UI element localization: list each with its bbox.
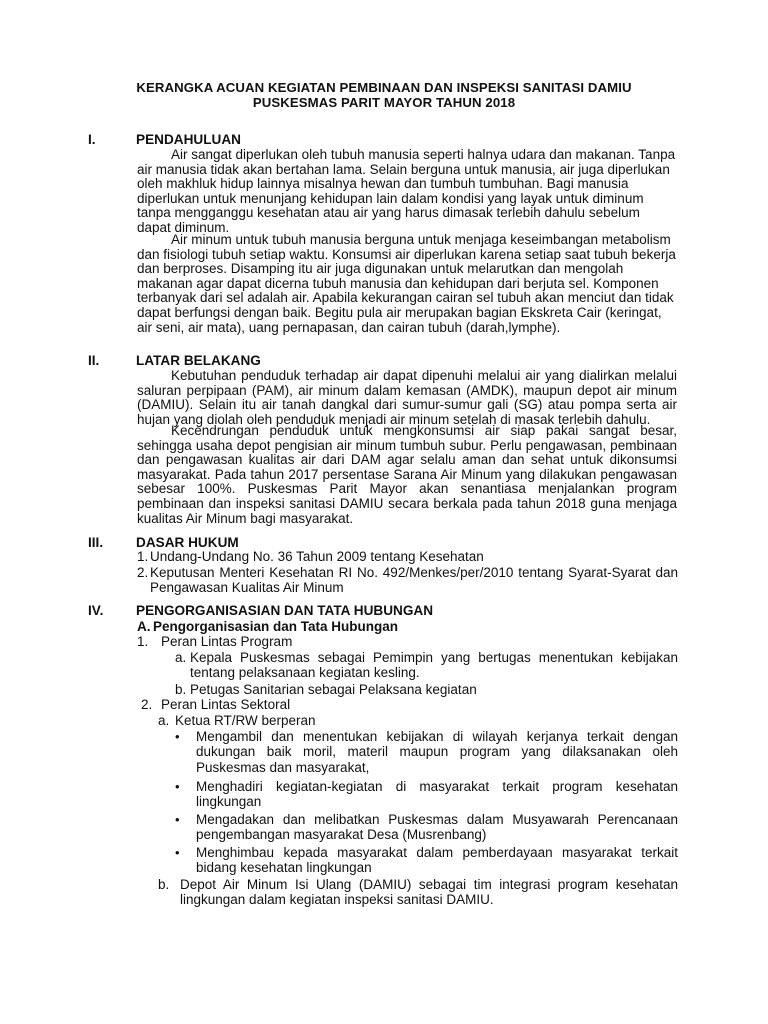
item-1b-letter: b. <box>175 682 187 697</box>
section-2-paragraph-2: Kecendrungan penduduk untuk mengkonsumsi air siap pakai sangat besar, sehingga usaha depot pengisian air minum tumbuh subur. Perlu pengawasan, pembinaan dan pengawasan kualitas air dari DAM agar selalu aman dan sehat untuk dikonsumsi masyarakat. Pada tahun 2017 persentase Sarana Air Minum yang dilakukan pengawasan sebesar 100%. Puskesmas Parit Mayor akan senantiasa menjalankan program pembinaan dan inspeksi sanitasi DAMIU secara berkala pada tahun 2018 guna menjaga kualitas Air Minum bagi masyarakat. <box>137 423 677 526</box>
bullet-icon: • <box>175 779 180 794</box>
section-1-number: I. <box>88 132 96 147</box>
item-2b-letter: b. <box>158 877 170 892</box>
item-1b <box>175 682 678 698</box>
section-2-number: II. <box>88 353 100 368</box>
legal-basis-item-2 <box>137 565 678 597</box>
bullet-item-1-text: Mengambil dan menentukan kebijakan di wilayah kerjanya terkait dengan dukungan baik moril, materil maupun program yang dilaksanakan oleh Puskesmas dan masyarakat, <box>196 729 678 775</box>
section-1-paragraph-1: Air sangat diperlukan oleh tubuh manusia seperti halnya udara dan makanan. Tanpa air manusia tidak akan bertahan lama. Selain berguna untuk manusia, air juga diperlukan oleh makhluk hidup lainnya misalnya hewan dan tumbuh tumbuhan. Bagi manusia diperlukan untuk menunjang kehidupan lain dalam kondisi yang layak untuk diminum tanpa mengganggu kesehatan atau air yang harus dimasak terlebih dahulu sebelum dapat diminum. <box>137 147 676 235</box>
section-2-paragraph-1: Kebutuhan penduduk terhadap air dapat dipenuhi melalui air yang dialirkan melalui saluran perpipaan (PAM), air minum dalam kemasan (AMDK), maupun depot air minum (DAMIU). Selain itu air tanah dangkal dari sumur-sumur gali (SG) atau pompa serta air hujan yang diolah oleh penduduk menjadi air minum setelah di masak terlebih dahulu. <box>137 368 677 427</box>
subsection-a <box>137 619 678 635</box>
item-2b <box>158 877 678 909</box>
bullet-item-1 <box>175 729 678 777</box>
section-1-paragraph-2: Air minum untuk tubuh manusia berguna untuk menjaga keseimbangan metabolism dan fisiologi tubuh setiap waktu. Konsumsi air diperlukan karena setiap saat tubuh bekerja dan berproses. Disamping itu air juga digunakan untuk melarutkan dan mengolah makanan agar dapat dicerna tubuh manusia dan kehidupan dari berjuta sel. Komponen terbanyak dari sel adalah air. Apabila kekurangan cairan sel tubuh akan menciut dan tidak dapat berfungsi dengan baik. Begitu pula air merupakan bagian Ekskreta Cair (keringat, air seni, air mata), uang pernapasan, dan cairan tubuh (darah,lymphe). <box>137 232 676 335</box>
item-1 <box>137 634 678 650</box>
bullet-item-2 <box>175 779 678 811</box>
item-1b-text: Petugas Sanitarian sebagai Pelaksana kegiatan <box>190 682 477 697</box>
section-4-number: IV. <box>88 603 104 618</box>
item-1a-text: Kepala Puskesmas sebagai Pemimpin yang bertugas menentukan kebijakan tentang pelaksanaan kegiatan kesling. <box>190 650 678 681</box>
bullet-item-4-text: Menghimbau kepada masyarakat dalam pemberdayaan masyarakat terkait bidang kesehatan lingkungan <box>196 845 678 876</box>
section-4-heading: PENGORGANISASIAN DAN TATA HUBUNGAN <box>136 603 434 618</box>
bullet-item-2-text: Menghadiri kegiatan-kegiatan di masyarakat terkait program kesehatan lingkungan <box>196 779 678 810</box>
item-2a-letter: a. <box>158 713 170 728</box>
item-1-text: Peran Lintas Program <box>161 634 293 649</box>
subsection-a-title: Pengorganisasian dan Tata Hubungan <box>153 619 399 634</box>
item-2-number: 2. <box>141 697 153 712</box>
section-2-heading: LATAR BELAKANG <box>136 353 261 368</box>
bullet-item-3-text: Mengadakan dan melibatkan Puskesmas dalam Musyawarah Perencanaan pengembangan masyarakat Desa (Musrenbang) <box>196 812 678 843</box>
legal-basis-item-1-number: 1. <box>137 549 149 564</box>
bullet-icon: • <box>175 729 180 744</box>
item-2a-text: Ketua RT/RW berperan <box>175 713 316 728</box>
document-title-line-1: KERANGKA ACUAN KEGIATAN PEMBINAAN DAN INSPEKSI SANITASI DAMIU <box>136 80 632 95</box>
legal-basis-item-2-number: 2. <box>137 565 149 580</box>
bullet-item-4 <box>175 845 678 877</box>
item-2 <box>141 697 678 713</box>
item-1a <box>175 650 678 682</box>
section-3-heading: DASAR HUKUM <box>136 535 239 550</box>
item-1a-letter: a. <box>175 650 187 665</box>
bullet-icon: • <box>175 845 180 860</box>
document-title-line-2: PUSKESMAS PARIT MAYOR TAHUN 2018 <box>252 95 516 110</box>
item-2b-text: Depot Air Minum Isi Ulang (DAMIU) sebagai tim integrasi program kesehatan lingkungan dalam kegiatan inspeksi sanitasi DAMIU. <box>180 877 678 908</box>
legal-basis-item-2-text: Keputusan Menteri Kesehatan RI No. 492/Menkes/per/2010 tentang Syarat-Syarat dan Pengawasan Kualitas Air Minum <box>150 565 678 596</box>
item-2-text: Peran Lintas Sektoral <box>161 697 291 712</box>
bullet-item-3 <box>175 812 678 844</box>
item-1-number: 1. <box>137 634 149 649</box>
item-2a <box>158 713 678 729</box>
subsection-a-letter: A. <box>137 619 151 634</box>
section-1-heading: PENDAHULUAN <box>136 132 241 147</box>
section-3-number: III. <box>88 535 104 550</box>
bullet-icon: • <box>175 812 180 827</box>
legal-basis-item-1 <box>137 549 678 565</box>
legal-basis-item-1-text: Undang-Undang No. 36 Tahun 2009 tentang Kesehatan <box>150 549 484 564</box>
